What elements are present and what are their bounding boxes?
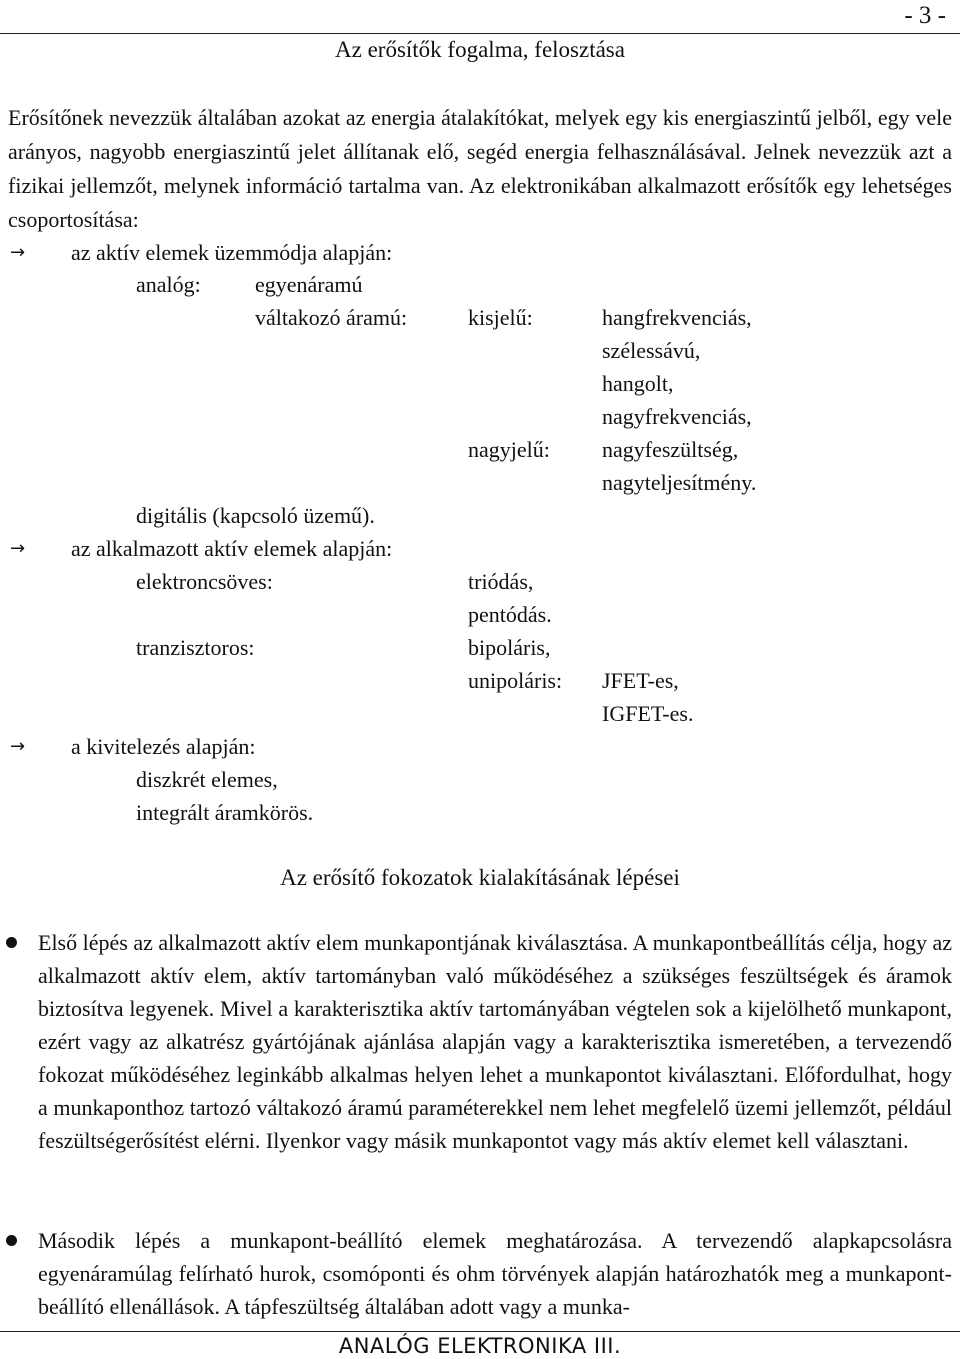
arrow-icon: →: [10, 538, 26, 559]
header-rule: [0, 33, 960, 34]
bullet-icon: [6, 937, 17, 948]
category-item: pentódás.: [468, 602, 552, 627]
intro-paragraph: Erősítőnek nevezzük általában azokat az energia átalakítókat, melyek egy kis energiaszintű jelből, egy vele arányos, nagyobb energiaszintű jelet állítanak elő, segéd energia felhasználásával. Jelnek nevezzük azt a fizikai jellemzőt, melynek információ tartalma van. Az elektronikában alkalmazott erősítők egy lehetséges csoportosítása:: [8, 105, 952, 232]
category-item: nagyfeszültség,: [602, 437, 739, 462]
section-title-steps: Az erősítő fokozatok kialakításának lépései: [280, 865, 680, 890]
step-two-paragraph: Második lépés a munkapont-beállító elemek meghatározása. A tervezendő alapkapcsolásra egyenáramúlag felírható hurok, csomóponti és ohm törvények alapján határozhatók meg a munkapont-beállító ellenállások. A tápfeszültség általában adott vagy a munka-: [38, 1228, 952, 1319]
category-item: nagyfrekvenciás,: [602, 404, 752, 429]
category-item: IGFET-es.: [602, 701, 694, 726]
section-title-amplifiers: Az erősítők fogalma, felosztása: [335, 37, 625, 62]
category-item: egyenáramú: [255, 272, 363, 297]
category-label: nagyjelű:: [468, 437, 550, 462]
classification-heading: az alkalmazott aktív elemek alapján:: [71, 536, 393, 561]
category-label: unipoláris:: [468, 668, 563, 693]
category-item: szélessávú,: [602, 338, 701, 363]
arrow-icon: →: [10, 242, 26, 263]
category-item: JFET-es,: [602, 668, 679, 693]
footer-title: ANALÓG ELEKTRONIKA III.: [338, 1334, 622, 1358]
category-item: bipoláris,: [468, 635, 551, 660]
arrow-icon: →: [10, 736, 26, 757]
category-item: nagyteljesítmény.: [602, 470, 757, 495]
footer-rule: [0, 1331, 960, 1332]
category-label: elektroncsöves:: [136, 569, 273, 594]
category-item: integrált áramkörös.: [136, 800, 314, 825]
classification-heading: a kivitelezés alapján:: [71, 734, 256, 759]
page-number: - 3 -: [904, 2, 946, 29]
category-label: váltakozó áramú:: [255, 305, 408, 330]
category-item: hangolt,: [602, 371, 674, 396]
bullet-icon: [6, 1235, 17, 1246]
classification-heading: az aktív elemek üzemmódja alapján:: [71, 240, 393, 265]
category-label: kisjelű:: [468, 305, 533, 330]
category-label: tranzisztoros:: [136, 635, 255, 660]
category-item: triódás,: [468, 569, 534, 594]
category-label: digitális (kapcsoló üzemű).: [136, 503, 375, 528]
category-item: diszkrét elemes,: [136, 767, 278, 792]
category-label: analóg:: [136, 272, 201, 297]
step-one-paragraph: Első lépés az alkalmazott aktív elem munkapontjának kiválasztása. A munkapontbeállítás célja, hogy az alkalmazott aktív elem, aktív tartományban való működéséhez a szükséges feszültségek és áramok biztosítva legyenek. Mivel a karakterisztika aktív tartományában végtelen sok a kijelölhető munkapont, ezért vagy az alkatrész gyártójának ajánlása alapján vagy a karakterisztika ismeretében, a tervezendő fokozat működéséhez leginkább alkalmas helyen lehet a munkapontot kiválasztani. Előfordulhat, hogy a munkaponthoz tartozó váltakozó áramú paraméterekkel nem lehet megfelelő üzemi jellemzőt, például feszültségerősítést elérni. Ilyenkor vagy másik munkapontot vagy más aktív elemet kell választani.: [38, 930, 952, 1153]
category-item: hangfrekvenciás,: [602, 305, 752, 330]
